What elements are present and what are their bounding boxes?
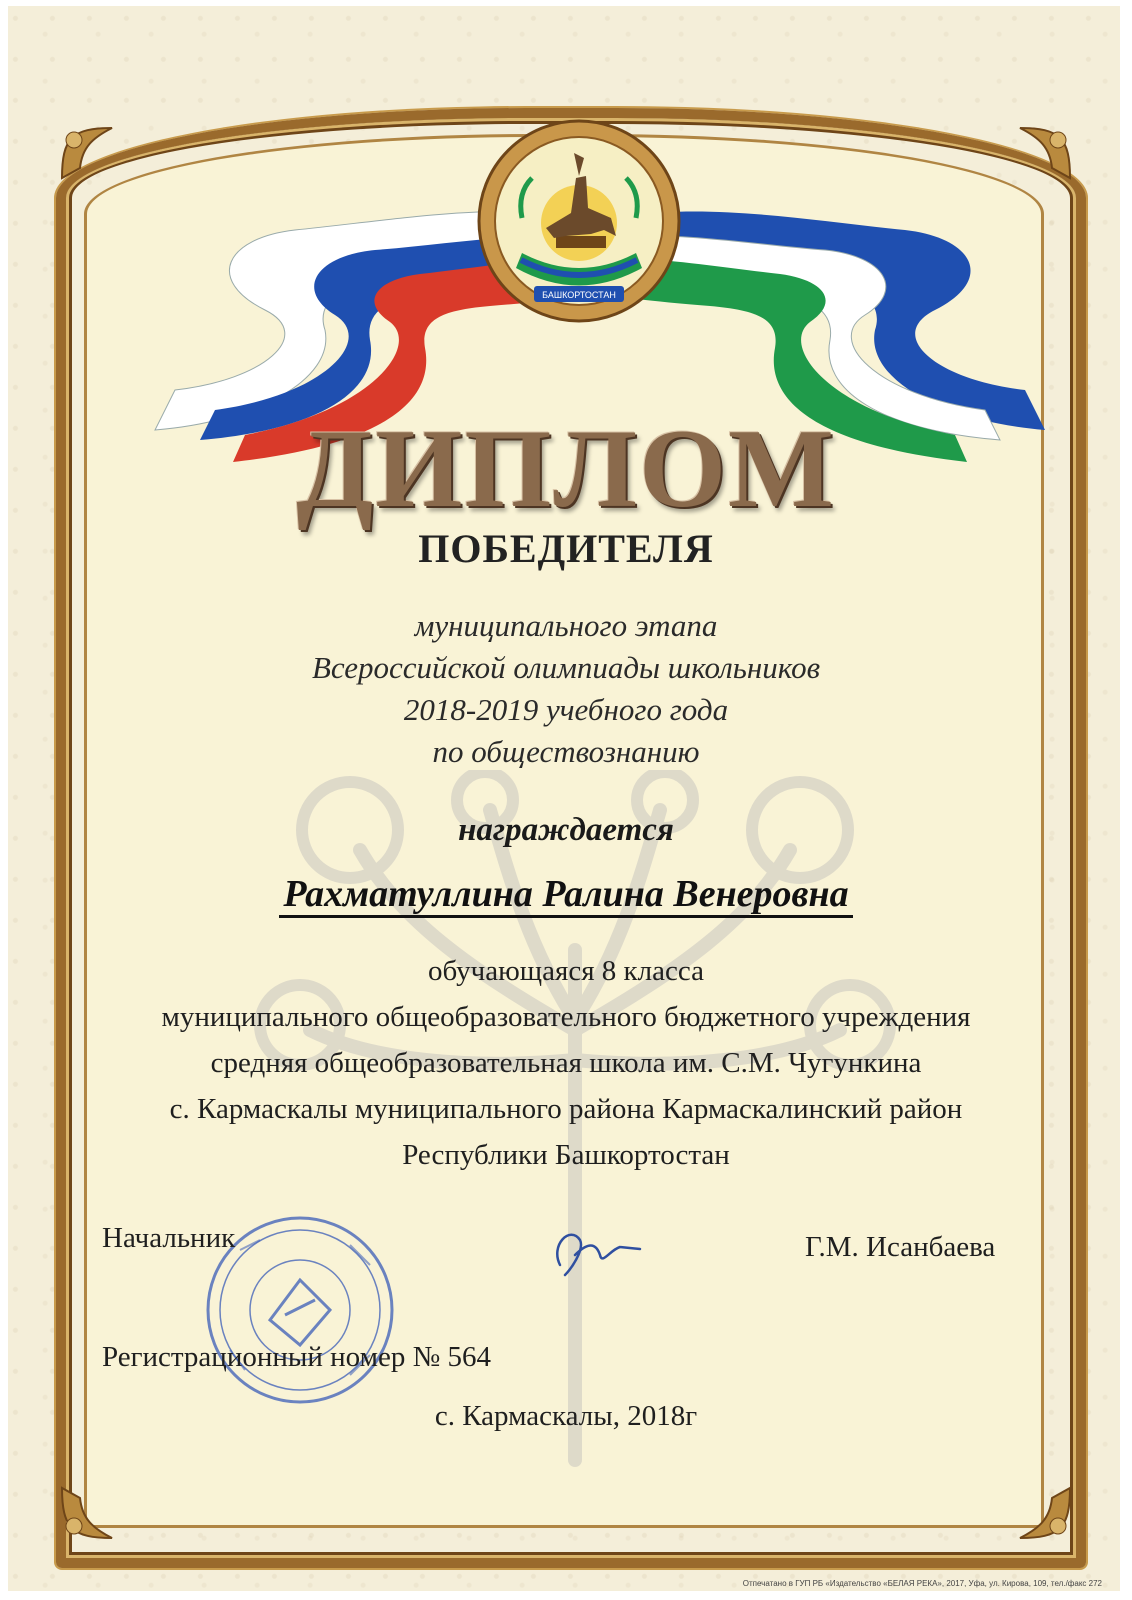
bashkortostan-coat-of-arms-icon: [476, 118, 682, 324]
corner-ornament-icon: [52, 118, 122, 188]
details-line: Республики Башкортостан: [402, 1139, 730, 1171]
details-line: с. Кармаскалы муниципального района Кармаскалинский район: [169, 1093, 963, 1125]
corner-ornament-icon: [52, 1478, 122, 1548]
recipient-name: Рахматуллина Ралина Венеровна: [279, 873, 852, 918]
event-description: [0, 605, 1132, 773]
event-line: по обществознанию: [432, 734, 700, 769]
diploma-subtitle: ПОБЕДИТЕЛЯ: [418, 526, 714, 571]
corner-ornament-icon: [1010, 118, 1080, 188]
printer-imprint: Отпечатано в ГУП РБ «Издательство «БЕЛАЯ РЕКА», 2017, Уфа, ул. Кирова, 109, тел./факс 272: [742, 1579, 1102, 1588]
head-name: Г.М. Исанбаева: [805, 1231, 996, 1263]
details-line: обучающаяся 8 класса: [428, 955, 704, 987]
event-line: 2018-2019 учебного года: [403, 692, 729, 727]
recipient-details: [0, 948, 1132, 1178]
place-and-date: с. Кармаскалы, 2018г: [434, 1400, 698, 1432]
registration-number: Регистрационный номер № 564: [102, 1341, 491, 1373]
event-line: Всероссийской олимпиады школьников: [311, 650, 821, 685]
corner-ornament-icon: [1010, 1478, 1080, 1548]
recipient-name-wrapper: [0, 872, 1132, 916]
emblem-label: БАШКОРТОСТАН: [542, 290, 616, 300]
details-line: средняя общеобразовательная школа им. С.М. Чугункина: [210, 1047, 922, 1079]
event-line: муниципального этапа: [414, 608, 718, 643]
awarded-label: награждается: [458, 812, 674, 848]
diploma-title: ДИПЛОМ: [296, 407, 836, 531]
signature-icon: [540, 1215, 650, 1285]
details-line: муниципального общеобразовательного бюджетного учреждения: [161, 1001, 971, 1033]
head-label: Начальник: [102, 1222, 236, 1254]
